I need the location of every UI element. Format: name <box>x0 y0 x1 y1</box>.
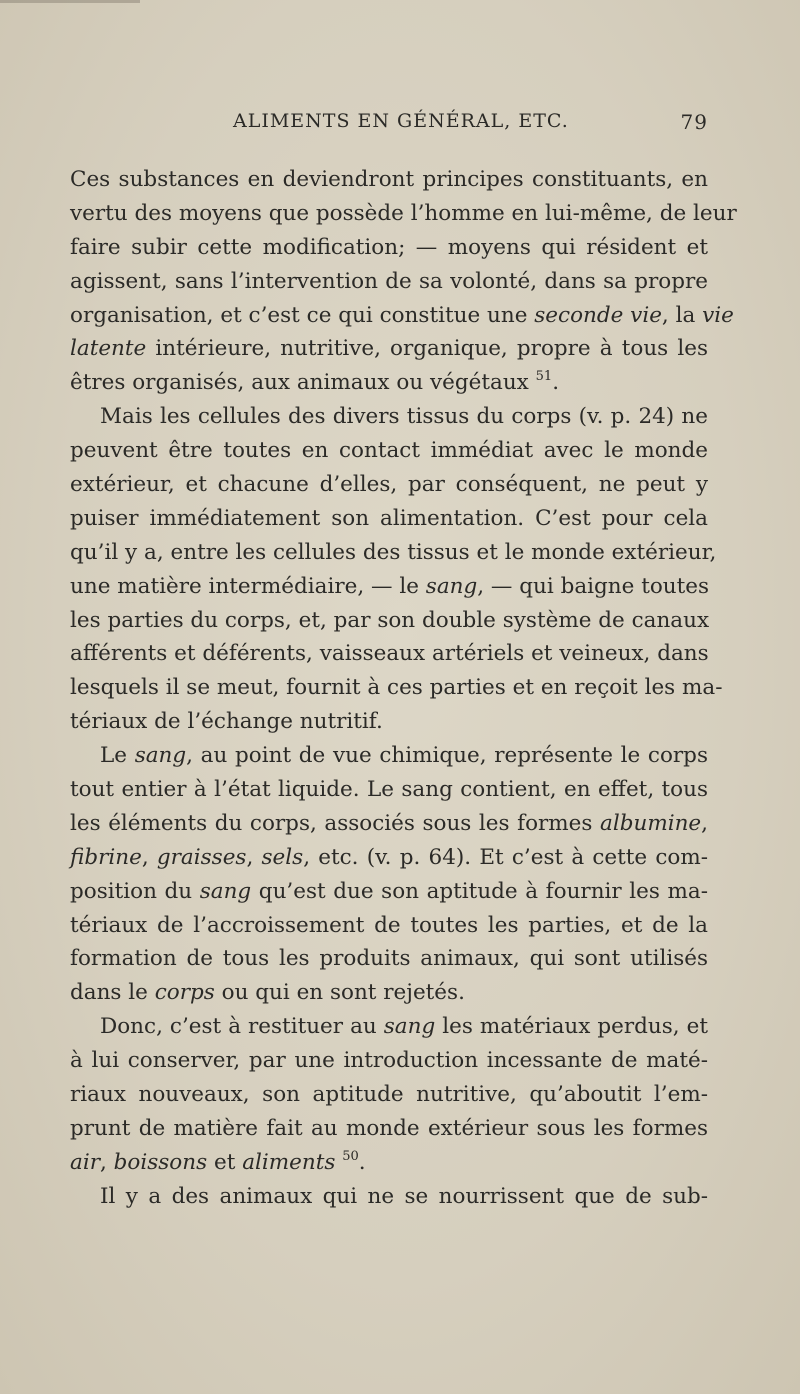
italic-term: corps <box>154 980 215 1006</box>
italic-term: sang <box>134 743 187 769</box>
text-line: à lui conserver, par une introduction incessante de maté- <box>70 1048 708 1074</box>
italic-term: sang <box>383 1014 436 1040</box>
scan-edge-mark <box>0 0 140 3</box>
text-line: tout entier à l’état liquide. Le sang contient, en effet, tous <box>70 777 708 803</box>
text-line: position du sang qu’est due son aptitude à fournir les ma- <box>70 878 708 904</box>
text-line: dans le corps ou qui en sont rejetés. <box>70 980 465 1006</box>
italic-term: air <box>70 1149 100 1175</box>
text-line: Il y a des animaux qui ne se nourrissent que de sub- <box>100 1183 708 1209</box>
italic-term: latente <box>70 336 147 362</box>
italic-term: aliments <box>242 1149 336 1175</box>
text-line: vertu des moyens que possède l’homme en lui-même, de leur <box>70 200 737 226</box>
text-line: Donc, c’est à restituer au sang les matériaux perdus, et <box>100 1014 709 1040</box>
text-line: agissent, sans l’intervention de sa volonté, dans sa propre <box>70 268 708 294</box>
text-line: une matière intermédiaire, — le sang, — qui baigne toutes <box>70 573 710 599</box>
text-line: fibrine, graisses, sels, etc. (v. p. 64). Et c’est à cette com- <box>70 844 709 870</box>
text-line: Ces substances en deviendront principes constituants, en <box>70 167 708 192</box>
italic-term: fibrine <box>70 844 142 870</box>
text-line: Le sang, au point de vue chimique, représente le corps <box>100 743 708 769</box>
text-line: extérieur, et chacune d’elles, par conséquent, ne peut y <box>70 472 708 498</box>
italic-term: seconde vie <box>534 302 662 328</box>
running-header <box>70 110 708 140</box>
text-line: riaux nouveaux, son aptitude nutritive, qu’aboutit l’em- <box>70 1082 708 1108</box>
italic-term: vie <box>702 302 734 328</box>
running-title: ALIMENTS EN GÉNÉRAL, ETC. <box>233 110 569 132</box>
italic-term: sang <box>425 573 478 599</box>
text-line: organisation, et c’est ce qui constitue une seconde vie, la vie <box>70 302 734 328</box>
text-line: tériaux de l’accroissement de toutes les parties, et de la <box>70 912 708 938</box>
page-number: 79 <box>680 110 708 134</box>
footnote-ref: 51 <box>535 369 553 385</box>
text-line: air, boissons et aliments $^{50}$. <box>70 1148 366 1175</box>
text-line: qu’il y a, entre les cellules des tissus et le monde extérieur, <box>70 539 717 565</box>
text-line: lesquels il se meut, fournit à ces parties et en reçoit les ma- <box>70 675 723 701</box>
text-line: les parties du corps, et, par son double système de canaux <box>70 607 710 633</box>
text-line: êtres organisés, aux animaux ou végétaux $^{51}$. <box>70 369 560 396</box>
italic-term: boissons <box>113 1149 208 1175</box>
text-line: faire subir cette modification; — moyens qui résident et <box>70 234 708 260</box>
text-line: les éléments du corps, associés sous les formes albumine, <box>70 810 708 836</box>
text-line: tériaux de l’échange nutritif. <box>70 709 383 735</box>
footnote-ref: 50 <box>342 1148 359 1164</box>
text-line: formation de tous les produits animaux, qui sont utilisés <box>70 946 708 972</box>
text-line: Mais les cellules des divers tissus du corps (v. p. 24) ne <box>100 404 708 430</box>
italic-term: sels <box>261 844 304 870</box>
text-line: afférents et déférents, vaisseaux artériels et veineux, dans <box>70 641 709 667</box>
italic-term: sang <box>199 878 252 904</box>
text-line: latente intérieure, nutritive, organique, propre à tous les <box>70 336 708 362</box>
text-line: puiser immédiatement son alimentation. C’est pour cela <box>70 505 708 531</box>
text-line: prunt de matière fait au monde extérieur sous les formes <box>70 1115 708 1141</box>
italic-term: graisses <box>156 844 247 870</box>
italic-term: albumine <box>600 810 702 836</box>
body-text <box>70 163 737 1214</box>
text-line: peuvent être toutes en contact immédiat avec le monde <box>70 438 708 464</box>
